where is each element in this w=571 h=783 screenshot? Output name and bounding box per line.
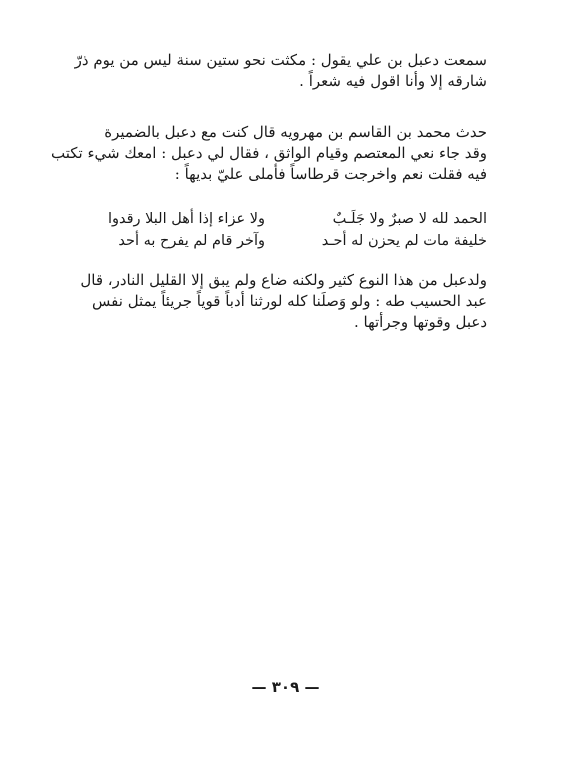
text-line: وقد جاء نعي المعتصم وقيام الواثق ، فقال لي دعبل : امعك شيء تكتب xyxy=(50,144,487,162)
text-line: ولدعبل من هذا النوع كثير ولكنه ضاع ولم يبق إلا القليل النادر، قال xyxy=(80,271,487,289)
poem-verse xyxy=(75,208,487,230)
text-line: شارقه إلا وأنا اقول فيه شعراً . xyxy=(299,72,487,90)
poem-block xyxy=(75,208,487,252)
paragraph-3 xyxy=(75,270,487,333)
text-line: سمعت دعبل بن علي يقول : مكثت نحو ستين سنة ليس من يوم ذرّ xyxy=(74,51,487,69)
poem-second-hemistich: ولا عزاء إذا أهل البلا رقدوا xyxy=(107,211,265,227)
poem-verse xyxy=(75,230,487,252)
text-line: فيه فقلت نعم واخرجت قرطاساً فأملى عليّ بديهاً : xyxy=(174,165,487,183)
paragraph-2 xyxy=(50,122,487,185)
text-line: عبد الحسيب طه : ولو وَصلَنا كله لورثنا أدباً قوياً جريئاً يمثل نفس xyxy=(92,292,487,310)
page-number: — ٣٠٩ — xyxy=(251,678,320,696)
text-line: دعبل وقوتها وجرأتها . xyxy=(353,313,487,331)
text-line: حدث محمد بن القاسم بن مهرويه قال كنت مع دعبل بالضميرة xyxy=(104,123,487,141)
paragraph-1 xyxy=(75,50,487,92)
poem-first-hemistich: الحمد لله لا صبرٌ ولا جَلَـبٌ xyxy=(332,211,487,227)
poem-second-hemistich: وآخر قام لم يفرح به أحد xyxy=(118,233,265,249)
poem-first-hemistich: خليفة مات لم يحزن له أحـد xyxy=(321,233,487,249)
